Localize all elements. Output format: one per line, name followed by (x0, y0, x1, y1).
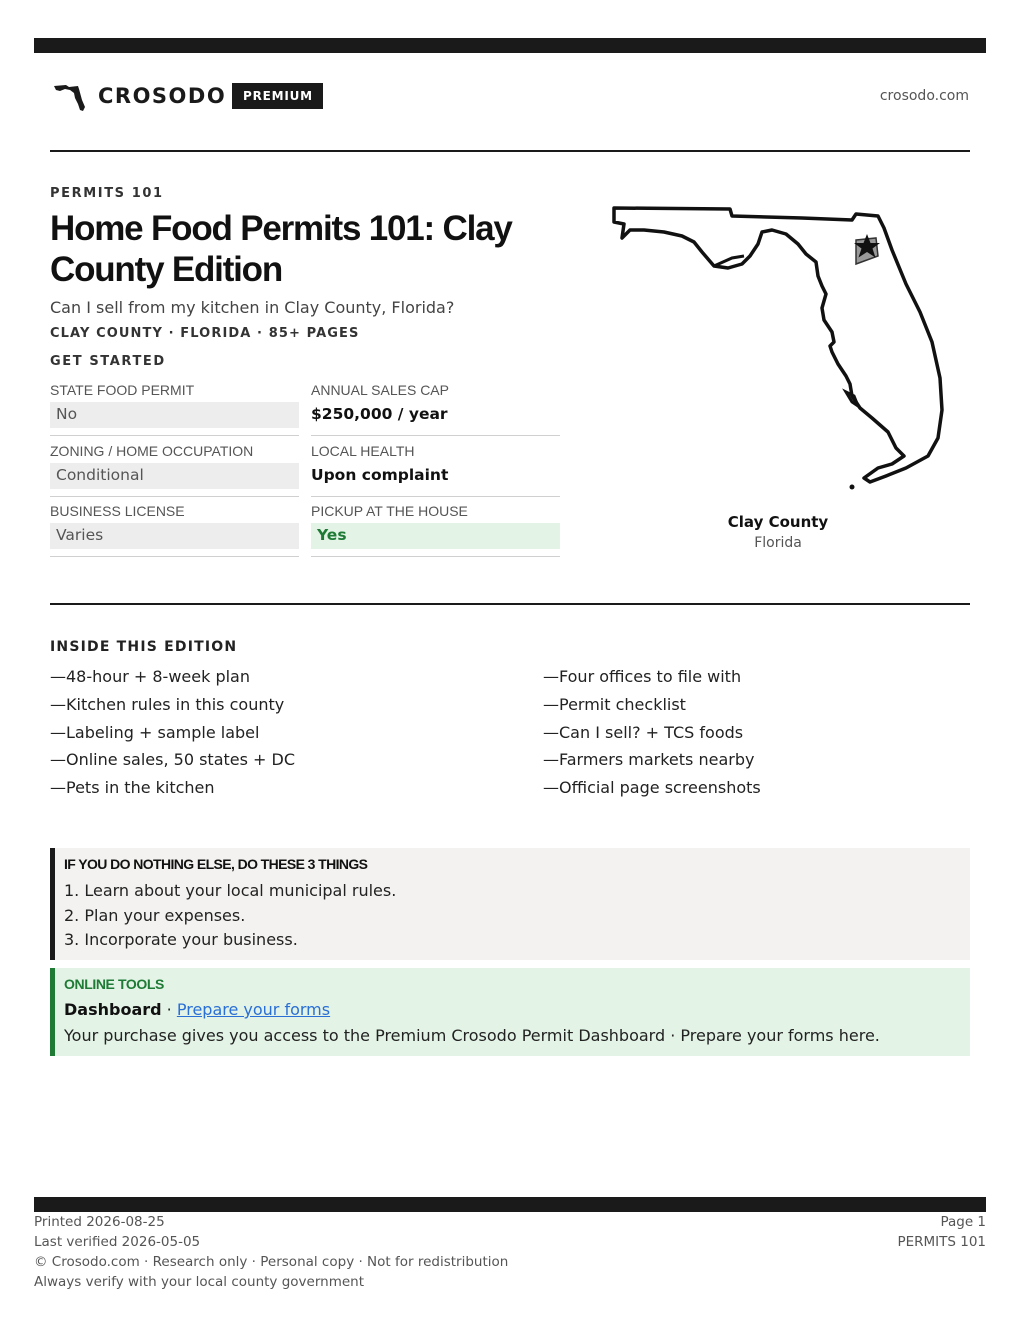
fact-label: STATE FOOD PERMIT (50, 382, 195, 398)
list-item: —Labeling + sample label (50, 722, 260, 742)
header (50, 78, 970, 118)
list-item: —Four offices to file with (543, 667, 742, 686)
page-subtitle: Can I sell from my kitchen in Clay County, Florida? (50, 298, 455, 317)
edition-meta: CLAY COUNTY · FLORIDA · 85+ PAGES (50, 326, 360, 341)
page-title: Home Food Permits 101: Clay County Edition (50, 209, 512, 289)
top-bar (34, 38, 986, 53)
fact-pickup-at-house (311, 501, 560, 557)
fact-business-license (50, 501, 299, 557)
footer-left (34, 1212, 508, 1292)
fact-zoning (50, 441, 299, 497)
florida-outline (614, 208, 942, 482)
fact-state-food-permit (50, 380, 299, 436)
footer-bar (34, 1197, 986, 1212)
priority-callout (50, 848, 970, 960)
printed-date: Printed 2026-08-25 (34, 1214, 165, 1230)
list-item: —Pets in the kitchen (50, 778, 215, 798)
fact-local-health (311, 441, 560, 497)
dashboard-label: Dashboard (64, 1000, 162, 1019)
fact-annual-sales-cap (311, 380, 560, 436)
fact-value: Upon complaint (311, 466, 449, 484)
fact-value: Conditional (50, 463, 299, 489)
premium-badge: PREMIUM (232, 83, 323, 109)
tools-row (64, 1000, 330, 1019)
copyright: © Crosodo.com · Research only · Personal copy · Not for redistribution (34, 1254, 509, 1270)
brand-name: CROSODO (98, 84, 227, 108)
footer-section: PERMITS 101 (897, 1234, 986, 1250)
callout-title: IF YOU DO NOTHING ELSE, DO THESE 3 THINGS (64, 856, 368, 872)
toc-left-column (50, 666, 490, 805)
prepare-forms-link[interactable]: Prepare your forms (176, 1000, 331, 1019)
fact-value: No (50, 402, 299, 428)
inside-edition-heading: INSIDE THIS EDITION (50, 639, 238, 655)
list-item: —48-hour + 8-week plan (50, 667, 250, 686)
tools-separator: · (161, 1000, 177, 1019)
get-started-heading: GET STARTED (50, 354, 166, 369)
fact-label: ANNUAL SALES CAP (311, 382, 449, 398)
online-tools-box (50, 968, 970, 1056)
toc-right-column (543, 666, 983, 805)
fact-value: $250,000 / year (311, 405, 448, 423)
list-item: —Farmers markets nearby (543, 750, 755, 770)
page-number: Page 1 (940, 1214, 986, 1230)
verified-date: Last verified 2026-05-05 (34, 1234, 201, 1250)
section-divider (50, 603, 970, 605)
footer-right (897, 1212, 986, 1252)
list-item: —Official page screenshots (543, 778, 761, 798)
map-state-label: Florida (754, 535, 802, 551)
fact-label: ZONING / HOME OCCUPATION (50, 443, 254, 459)
disclaimer: Always verify with your local county government (34, 1274, 364, 1290)
list-item: —Online sales, 50 states + DC (50, 750, 296, 770)
fact-label: LOCAL HEALTH (311, 443, 415, 459)
list-item: 2. Plan your expenses. (64, 905, 246, 925)
section-kicker: PERMITS 101 (50, 186, 164, 201)
callout-list (64, 880, 396, 954)
list-item: 1. Learn about your local municipal rules. (64, 881, 397, 900)
fact-label: PICKUP AT THE HOUSE (311, 503, 468, 519)
tools-title: ONLINE TOOLS (64, 976, 164, 992)
florida-map (602, 196, 954, 498)
fact-label: BUSINESS LICENSE (50, 503, 185, 519)
fact-value: Yes (311, 523, 560, 549)
header-divider (50, 150, 970, 152)
list-item: 3. Incorporate your business. (64, 930, 298, 950)
list-item: —Kitchen rules in this county (50, 694, 285, 714)
tools-description: Your purchase gives you access to the Premium Crosodo Permit Dashboard · Prepare your forms here. (64, 1026, 880, 1045)
site-url[interactable]: crosodo.com (879, 88, 969, 104)
map-county-label: Clay County (727, 513, 829, 531)
list-item: —Can I sell? + TCS foods (543, 722, 744, 742)
fact-value: Varies (50, 523, 299, 549)
list-item: —Permit checklist (543, 694, 686, 714)
florida-logo-icon (52, 80, 88, 112)
key-dot (850, 485, 855, 490)
